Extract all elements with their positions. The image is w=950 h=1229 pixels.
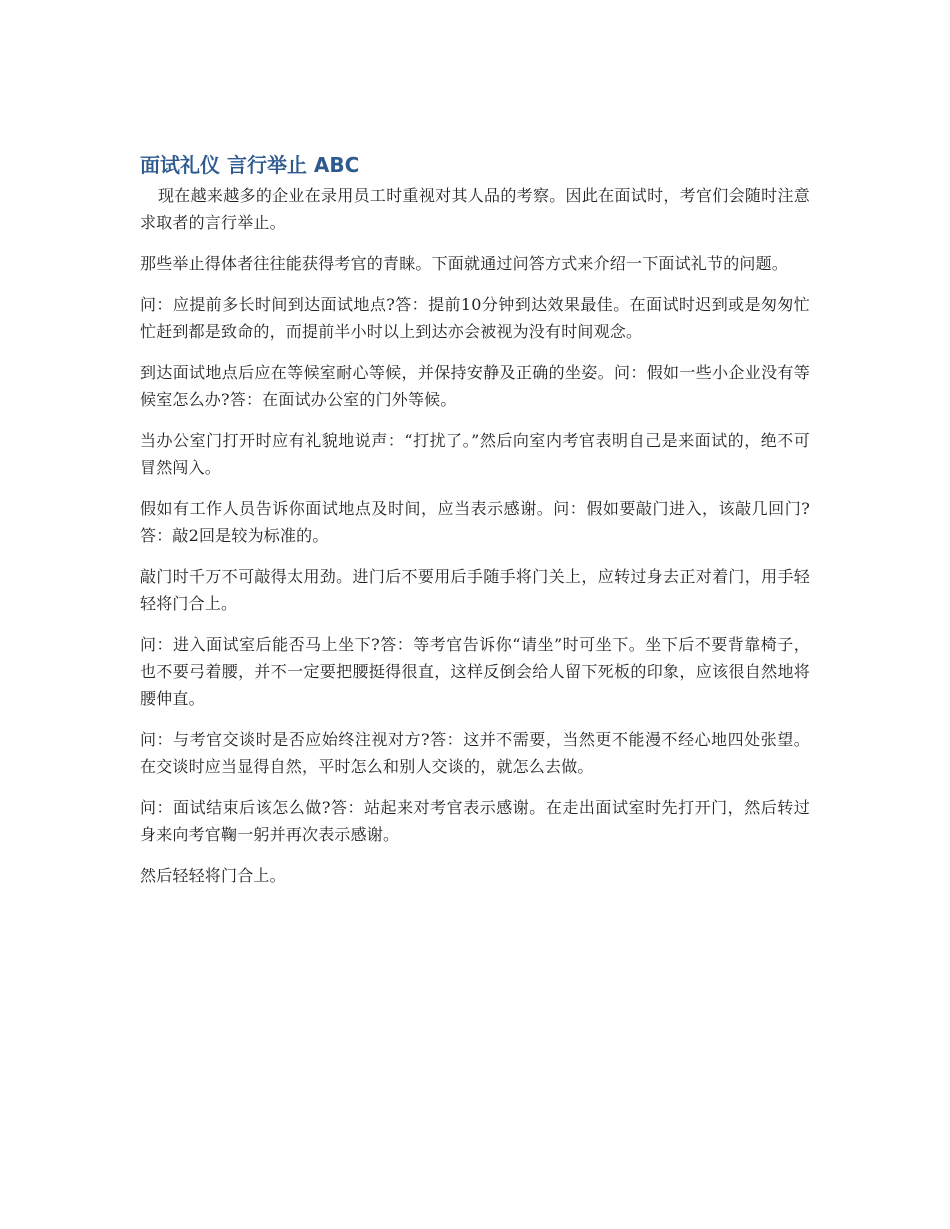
document-title: 面试礼仪 言行举止 ABC <box>140 153 360 177</box>
paragraph-10: 问：面试结束后该怎么做?答：站起来对考官表示感谢。在走出面试室时先打开门，然后转过身来向考官鞠一躬并再次表示感谢。 <box>140 798 810 844</box>
paragraph-2: 那些举止得体者往往能获得考官的青睐。下面就通过问答方式来介绍一下面试礼节的问题。 <box>140 254 789 273</box>
paragraph-1: 现在越来越多的企业在录用员工时重视对其人品的考察。因此在面试时，考官们会随时注意求取者的言行举止。 <box>140 186 810 232</box>
paragraph-4: 到达面试地点后应在等候室耐心等候，并保持安静及正确的坐姿。问：假如一些小企业没有等候室怎么办?答：在面试办公室的门外等候。 <box>140 363 810 409</box>
paragraph-6: 假如有工作人员告诉你面试地点及时间，应当表示感谢。问：假如要敲门进入，该敲几回门?答：敲2回是较为标准的。 <box>140 499 810 545</box>
paragraph-5: 当办公室门打开时应有礼貌地说声：“打扰了。”然后向室内考官表明自己是来面试的，绝不可冒然闯入。 <box>140 431 810 477</box>
paragraph-11: 然后轻轻将门合上。 <box>140 866 286 885</box>
paragraph-9: 问：与考官交谈时是否应始终注视对方?答：这并不需要，当然更不能漫不经心地四处张望。在交谈时应当显得自然，平时怎么和别人交谈的，就怎么去做。 <box>140 730 810 776</box>
document-page <box>140 150 810 903</box>
paragraph-7: 敲门时千万不可敲得太用劲。进门后不要用后手随手将门关上，应转过身去正对着门，用手轻轻将门合上。 <box>140 567 810 613</box>
paragraph-8: 问：进入面试室后能否马上坐下?答：等考官告诉你“请坐”时可坐下。坐下后不要背靠椅子，也不要弓着腰，并不一定要把腰挺得很直，这样反倒会给人留下死板的印象，应该很自然地将腰伸直。 <box>140 635 810 708</box>
paragraph-3: 问：应提前多长时间到达面试地点?答：提前10分钟到达效果最佳。在面试时迟到或是匆匆忙忙赶到都是致命的，而提前半小时以上到达亦会被视为没有时间观念。 <box>140 295 810 341</box>
